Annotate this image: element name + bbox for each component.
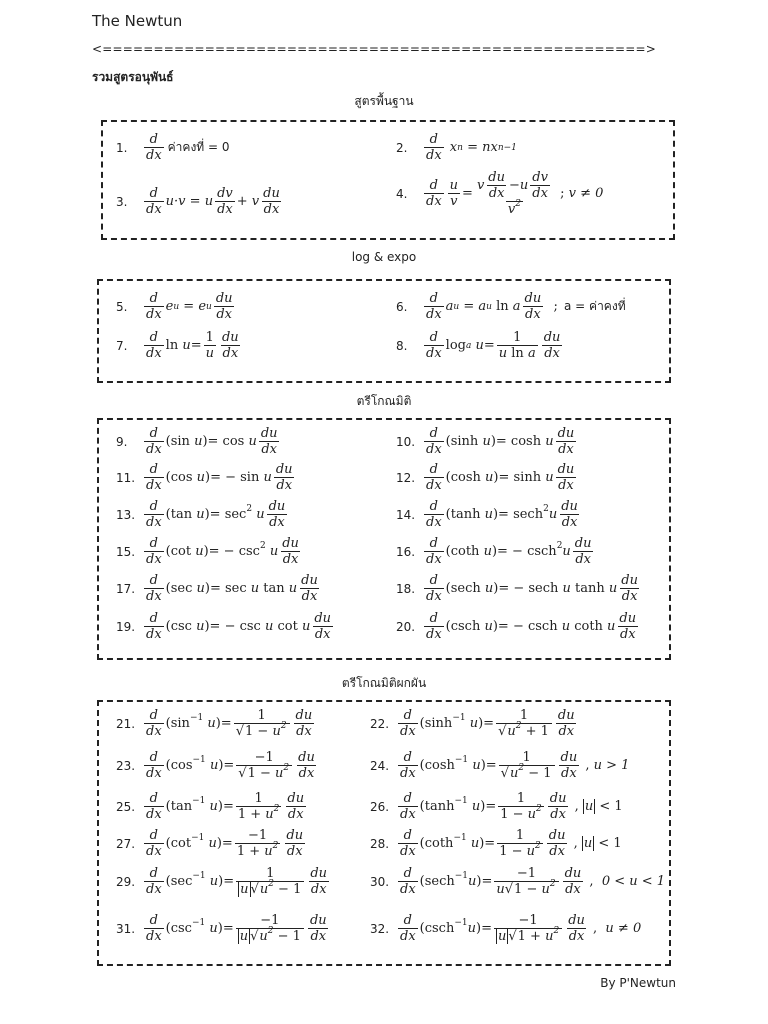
formula-2: 2. $\frac{d}{dx}$ x n = nx n−1 (396, 132, 517, 163)
formula-32: 32. $\frac{d}{dx}$ (csch$^{-1}$ u )= $\frac{-1}{u √1 + u^2}$ $\frac{du}{dx}$ , u ≠ 0 (370, 913, 642, 944)
separator-rule: <=====================================================> (92, 42, 657, 56)
formula-18: 18. $\frac{d}{dx}$ (sech u )= − sech u tanh u $\frac{du}{dx}$ (396, 573, 638, 604)
formula-29: 29. $\frac{d}{dx}$ ($\sec^{-1}$ u )= $\frac{1}{u √u^2 - 1}$ $\frac{du}{dx}$ (116, 866, 328, 897)
formula-1: 1. $\frac{d}{dx}$ ค่าคงที่ = 0 (116, 132, 230, 163)
formula-15: 15. $\frac{d}{dx}$ (cot u )= − $\csc^2$ u $\frac{du}{dx}$ (116, 536, 299, 567)
brand-title: The Newtun (92, 12, 183, 30)
formula-20: 20. $\frac{d}{dx}$ (csch u )= − csch u coth u $\frac{du}{dx}$ (396, 611, 637, 642)
formula-17: 17. $\frac{d}{dx}$ (sec u )= sec u tan u $\frac{du}{dx}$ (116, 573, 318, 604)
formula-3: 3. $\frac{d}{dx}$ u·v = u $\frac{dv}{dx}$ + v $\frac{du}{dx}$ (116, 186, 280, 217)
formula-12: 12. $\frac{d}{dx}$ (cosh u )= sinh u $\frac{du}{dx}$ (396, 462, 575, 493)
formula-22: 22. $\frac{d}{dx}$ ($\sinh^{-1}$ u )= $\frac{1}{√u^2 + 1}$ $\frac{du}{dx}$ (370, 708, 575, 739)
formula-23: 23. $\frac{d}{dx}$ ($\cos^{-1}$ u )= $\frac{-1}{√1 - u^2}$ $\frac{du}{dx}$ (116, 750, 315, 781)
formula-27: 27. $\frac{d}{dx}$ ($\cot^{-1}$ u )= $\frac{-1}{1 + u^2}$ $\frac{du}{dx}$ (116, 828, 304, 859)
author-signature: By P'Newtun (600, 976, 676, 990)
formula-4: 4. $\frac{d}{dx}$ $\frac{u}{v}$ = v $\frac{du}{dx}$ −u $\frac{dv}{dx}$ $v^2$ ; v ≠ 0 (396, 170, 604, 217)
section-title-basic: สูตรพื้นฐาน (354, 94, 414, 108)
formula-31: 31. $\frac{d}{dx}$ ($\csc^{-1}$ u )= $\frac{-1}{u √u^2 - 1}$ $\frac{du}{dx}$ (116, 913, 327, 944)
formula-6: 6. $\frac{d}{dx}$ a u = a u ln a $\frac{du}{dx}$ ; a = ค่าคงที่ (396, 291, 626, 322)
formula-26: 26. $\frac{d}{dx}$ ($\tanh^{-1}$ u )= $\frac{1}{1 - u^2}$ $\frac{du}{dx}$ , u < 1 (370, 791, 623, 822)
formula-19: 19. $\frac{d}{dx}$ (csc u )= − csc u cot u $\frac{du}{dx}$ (116, 611, 332, 642)
formula-5: 5. $\frac{d}{dx}$ e u = e u $\frac{du}{dx}$ (116, 291, 233, 322)
formula-14: 14. $\frac{d}{dx}$ (tanh u )= sech$^2$ u $\frac{du}{dx}$ (396, 499, 578, 530)
formula-13: 13. $\frac{d}{dx}$ (tan u )= $\sec^2$ u $\frac{du}{dx}$ (116, 499, 286, 530)
formula-7: 7. $\frac{d}{dx}$ ln u = $\frac{1}{u}$ $\frac{du}{dx}$ (116, 330, 239, 361)
formula-28: 28. $\frac{d}{dx}$ (coth$^{-1}$ u )= $\frac{1}{1 - u^2}$ $\frac{du}{dx}$ , u < 1 (370, 828, 622, 859)
section-title-log-expo: log & expo (351, 250, 417, 264)
formula-10: 10. $\frac{d}{dx}$ (sinh u )= cosh u $\frac{du}{dx}$ (396, 426, 575, 457)
formula-9: 9. $\frac{d}{dx}$ (sin u )= cos u $\frac{du}{dx}$ (116, 426, 278, 457)
section-title-inverse-trig: ตรีโกณมิติผกผัน (341, 676, 427, 690)
formula-24: 24. $\frac{d}{dx}$ ($\cosh^{-1}$ u )= $\frac{1}{√u^2 - 1}$ $\frac{du}{dx}$ , u > 1 (370, 750, 630, 781)
formula-30: 30. $\frac{d}{dx}$ (sech$^{-1}$ u )= $\frac{-1}{u√1 - u^2}$ $\frac{du}{dx}$ , 0 < u < 1 (370, 866, 666, 897)
formula-11: 11. $\frac{d}{dx}$ (cos u )= − sin u $\frac{du}{dx}$ (116, 462, 293, 493)
formula-8: 8. $\frac{d}{dx}$ log a u = $\frac{1}{\text{u ln a}}$ $\frac{du}{dx}$ (396, 330, 561, 361)
formula-16: 16. $\frac{d}{dx}$ (coth u )= − csch$^2$ u $\frac{du}{dx}$ (396, 536, 592, 567)
section-title-trig: ตรีโกณมิติ (356, 394, 412, 408)
formula-21: 21. $\frac{d}{dx}$ ($\sin^{-1}$ u )= $\frac{1}{√1 - u^2}$ $\frac{du}{dx}$ (116, 708, 313, 739)
formula-25: 25. $\frac{d}{dx}$ ($\tan^{-1}$ u )= $\frac{1}{1 + u^2}$ $\frac{du}{dx}$ (116, 791, 305, 822)
document-heading: รวมสูตรอนุพันธ์ (92, 70, 174, 84)
